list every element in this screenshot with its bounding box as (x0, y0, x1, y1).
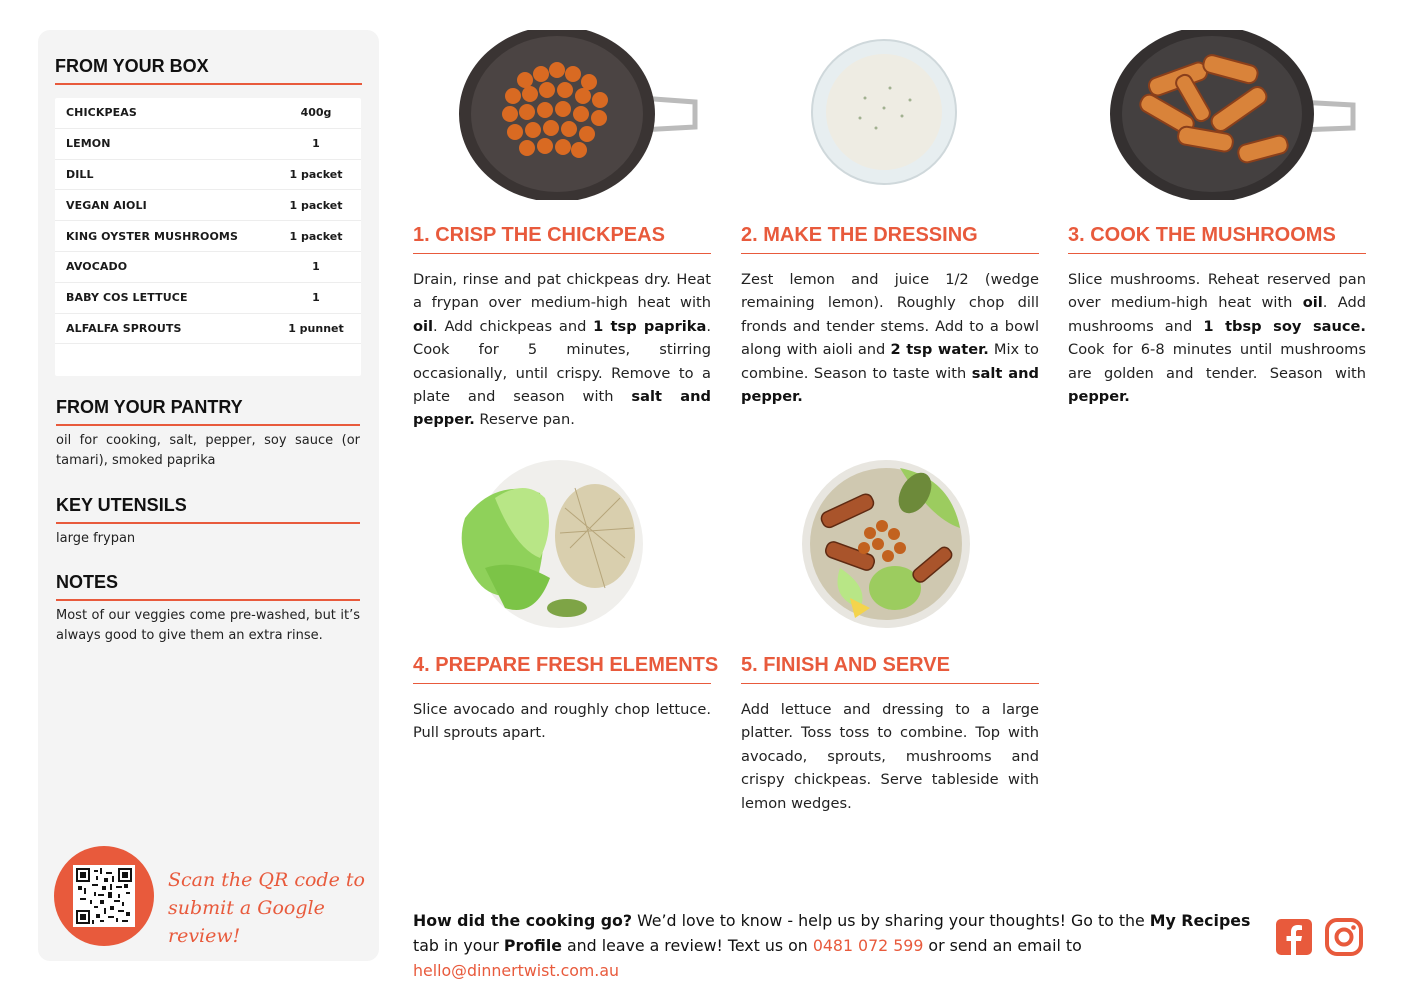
ingredient-name: VEGAN AIOLI (66, 198, 147, 212)
ingredient-name: BABY COS LETTUCE (66, 291, 188, 305)
bold-text: oil (1302, 294, 1323, 312)
ingredient-qty: 1 (312, 291, 320, 305)
text-segment: Zest lemon and juice 1/2 (wedge remaining lemon). Roughly chop dill fronds and tender stems. Add to a bowl along with aioli and (741, 271, 1039, 359)
dressing-bowl-photo (810, 38, 958, 186)
ingredient-qty: 1 packet (289, 167, 343, 181)
ingredient-row (55, 129, 361, 160)
step-title: 2. MAKE THE DRESSING (741, 224, 1039, 254)
bold-text: 2 tsp water. (890, 341, 989, 359)
bold-text: salt and pepper. (741, 364, 1039, 406)
qr-prompt (168, 866, 368, 950)
bold-text: How did the cooking go? (413, 911, 633, 930)
utensils-text: large frypan (56, 531, 136, 546)
notes-heading: NOTES (56, 572, 360, 601)
bold-text: oil (413, 317, 434, 335)
step-3 (1068, 224, 1366, 408)
step-title: 5. FINISH AND SERVE (741, 654, 1039, 684)
text-segment: Slice mushrooms. Reheat reserved pan over medium-high heat with (1068, 271, 1366, 312)
ingredient-qty: 1 (312, 137, 320, 151)
text-segment: tab in your (413, 936, 504, 955)
bold-text: My Recipes (1149, 911, 1251, 930)
step-1 (413, 224, 711, 432)
sidebar (38, 30, 379, 961)
ingredient-row (55, 190, 361, 221)
contact-link[interactable]: hello@dinnertwist.com.au (413, 961, 620, 980)
text-segment: and leave a review! Text us on (561, 936, 813, 955)
finished-salad-photo (800, 458, 972, 630)
ingredient-name: ALFALFA SPROUTS (66, 321, 182, 335)
ingredient-row (55, 283, 361, 314)
step-instructions (741, 698, 1039, 815)
key-utensils-heading: KEY UTENSILS (56, 495, 360, 524)
ingredient-qty: 1 punnet (288, 321, 344, 335)
qr-code-badge[interactable] (54, 846, 154, 946)
text-segment: Reserve pan. (474, 411, 575, 429)
text-segment: . Add chickpeas and (433, 317, 594, 335)
from-your-box-heading: FROM YOUR BOX (55, 56, 362, 85)
text-segment: . Add mushrooms and (1068, 294, 1366, 335)
qr-prompt-line1: Scan the QR code to (168, 869, 365, 891)
instagram-icon[interactable] (1325, 918, 1363, 956)
notes-text: Most of our veggies come pre-washed, but it’s always good to give them an extra rinse. (56, 608, 360, 643)
step-instructions (1068, 268, 1366, 408)
ingredient-row (55, 314, 361, 345)
bold-text: 1 tsp paprika (593, 317, 707, 335)
bold-text: salt and pepper. (413, 388, 711, 429)
contact-link[interactable]: 0481 072 599 (812, 936, 924, 955)
fresh-elements-plate-photo (455, 458, 645, 630)
ingredient-row (55, 252, 361, 283)
qr-prompt-line2: submit a Google review! (168, 897, 325, 947)
step-title: 3. COOK THE MUSHROOMS (1068, 224, 1366, 254)
ingredient-qty: 1 packet (289, 198, 343, 212)
facebook-icon[interactable] (1275, 918, 1313, 956)
ingredient-row (55, 98, 361, 129)
ingredient-row (55, 160, 361, 191)
step-4 (413, 654, 719, 745)
step-instructions (413, 268, 711, 432)
from-your-pantry-heading: FROM YOUR PANTRY (56, 397, 360, 426)
mushrooms-pan-photo (1108, 30, 1358, 200)
ingredient-name: KING OYSTER MUSHROOMS (66, 229, 238, 243)
text-segment: . Cook for 5 minutes, stirring occasionally, until crispy. Remove to a plate and season with (413, 317, 712, 406)
bold-text: Profile (503, 936, 562, 955)
bold-text: 1 tbsp soy sauce. (1203, 317, 1366, 335)
text-segment: We’d love to know - help us by sharing your thoughts! Go to the (632, 911, 1150, 930)
ingredient-name: DILL (66, 167, 94, 181)
text-segment: or send an email to (923, 936, 1082, 955)
step-title: 4. PREPARE FRESH ELEMENTS (413, 654, 711, 684)
ingredients-list (55, 98, 361, 376)
step-5 (741, 654, 1039, 815)
ingredient-name: LEMON (66, 137, 111, 151)
bold-text: pepper. (1068, 388, 1130, 406)
ingredient-qty: 1 packet (289, 229, 343, 243)
ingredient-name: CHICKPEAS (66, 106, 137, 120)
ingredient-qty: 1 (312, 260, 320, 274)
text-segment: Add lettuce and dressing to a large platter. Toss toss to combine. Top with avocado, sprouts, mushrooms and crispy chickpeas. Serve tableside with lemon wedges. (741, 701, 1039, 812)
qr-code[interactable] (73, 865, 135, 927)
review-request-footer (413, 908, 1258, 983)
step-instructions (741, 268, 1039, 408)
text-segment: Mix to combine. Season to taste with (741, 341, 1039, 382)
ingredient-name: AVOCADO (66, 260, 128, 274)
text-segment: Drain, rinse and pat chickpeas dry. Heat a frypan over medium-high heat with (413, 271, 711, 312)
step-instructions (413, 698, 711, 745)
pantry-text: oil for cooking, salt, pepper, soy sauce (or tamari), smoked paprika (56, 433, 360, 468)
step-2 (741, 224, 1039, 408)
ingredient-qty: 400g (300, 106, 332, 120)
text-segment: Cook for 6-8 minutes until mushrooms are golden and tender. Season with (1068, 341, 1366, 382)
chickpeas-pan-photo (455, 30, 705, 200)
text-segment: Slice avocado and roughly chop lettuce. Pull sprouts apart. (413, 701, 711, 742)
ingredient-row (55, 221, 361, 252)
step-title: 1. CRISP THE CHICKPEAS (413, 224, 711, 254)
